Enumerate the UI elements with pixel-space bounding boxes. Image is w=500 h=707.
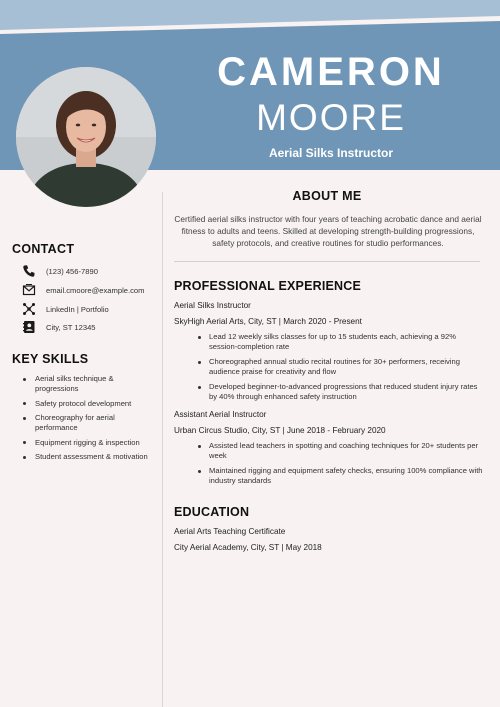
- address-text: City, ST 12345: [46, 322, 96, 332]
- about-heading: ABOUT ME: [292, 189, 362, 203]
- skill-item: Aerial silks technique & progressions: [22, 374, 150, 394]
- phone-text: (123) 456-7890: [46, 266, 98, 276]
- contact-email: [22, 283, 145, 297]
- phone-icon: [22, 264, 36, 278]
- job-bullet: Developed beginner-to-advanced progressions that reduced student injury rates by 40% through enhanced safety instruction: [198, 382, 484, 402]
- skill-item: Equipment rigging & inspection: [22, 438, 150, 448]
- about-text: Certified aerial silks instructor with four years of teaching acrobatic dance and aerial fitness to adults and teens. Skilled at developing strength-building progressions, safety protocols, and creative routines for studio performances.: [174, 214, 482, 248]
- profile-photo: [16, 67, 156, 207]
- section-divider: [174, 261, 480, 262]
- skills-heading: KEY SKILLS: [12, 352, 89, 366]
- contact-address: [22, 320, 96, 334]
- job-bullet: Lead 12 weekly silks classes for up to 15 students each, achieving a 92% session-completion rate: [198, 332, 484, 352]
- skill-item: Student assessment & motivation: [22, 452, 150, 462]
- degree: Aerial Arts Teaching Certificate: [174, 527, 286, 536]
- job-bullet: Maintained rigging and equipment safety checks, ensuring 100% compliance with industry standards: [198, 466, 484, 486]
- network-icon: [22, 302, 36, 316]
- job-bullets: [198, 332, 484, 407]
- job-bullets: [198, 441, 484, 491]
- last-name: MOORE: [256, 97, 406, 138]
- education-heading: EDUCATION: [174, 505, 250, 519]
- contact-phone: [22, 264, 98, 278]
- contact-heading: CONTACT: [12, 242, 75, 256]
- column-divider: [162, 192, 163, 707]
- first-name: CAMERON: [217, 50, 445, 94]
- job-role: Aerial Silks Instructor: [268, 146, 394, 160]
- school: City Aerial Academy, City, ST | May 2018: [174, 543, 322, 552]
- email-text: email.cmoore@example.com: [46, 285, 145, 295]
- skills-list: [22, 374, 150, 467]
- contact-links: [22, 302, 109, 316]
- job-meta: Urban Circus Studio, City, ST | June 2018 - February 2020: [174, 426, 386, 435]
- job-title: Assistant Aerial Instructor: [174, 410, 267, 419]
- job-bullet: Assisted lead teachers in spotting and coaching techniques for 20+ students per week: [198, 441, 484, 461]
- email-icon: [22, 283, 36, 297]
- links-text: LinkedIn | Portfolio: [46, 304, 109, 314]
- job-meta: SkyHigh Aerial Arts, City, ST | March 2020 - Present: [174, 317, 362, 326]
- job-title: Aerial Silks Instructor: [174, 301, 251, 310]
- experience-heading: PROFESSIONAL EXPERIENCE: [174, 279, 362, 293]
- skill-item: Safety protocol development: [22, 399, 150, 409]
- address-book-icon: [22, 320, 36, 334]
- job-bullet: Choreographed annual studio recital routines for 30+ performers, receiving audience praise for creativity and flow: [198, 357, 484, 377]
- skill-item: Choreography for aerial performance: [22, 413, 150, 433]
